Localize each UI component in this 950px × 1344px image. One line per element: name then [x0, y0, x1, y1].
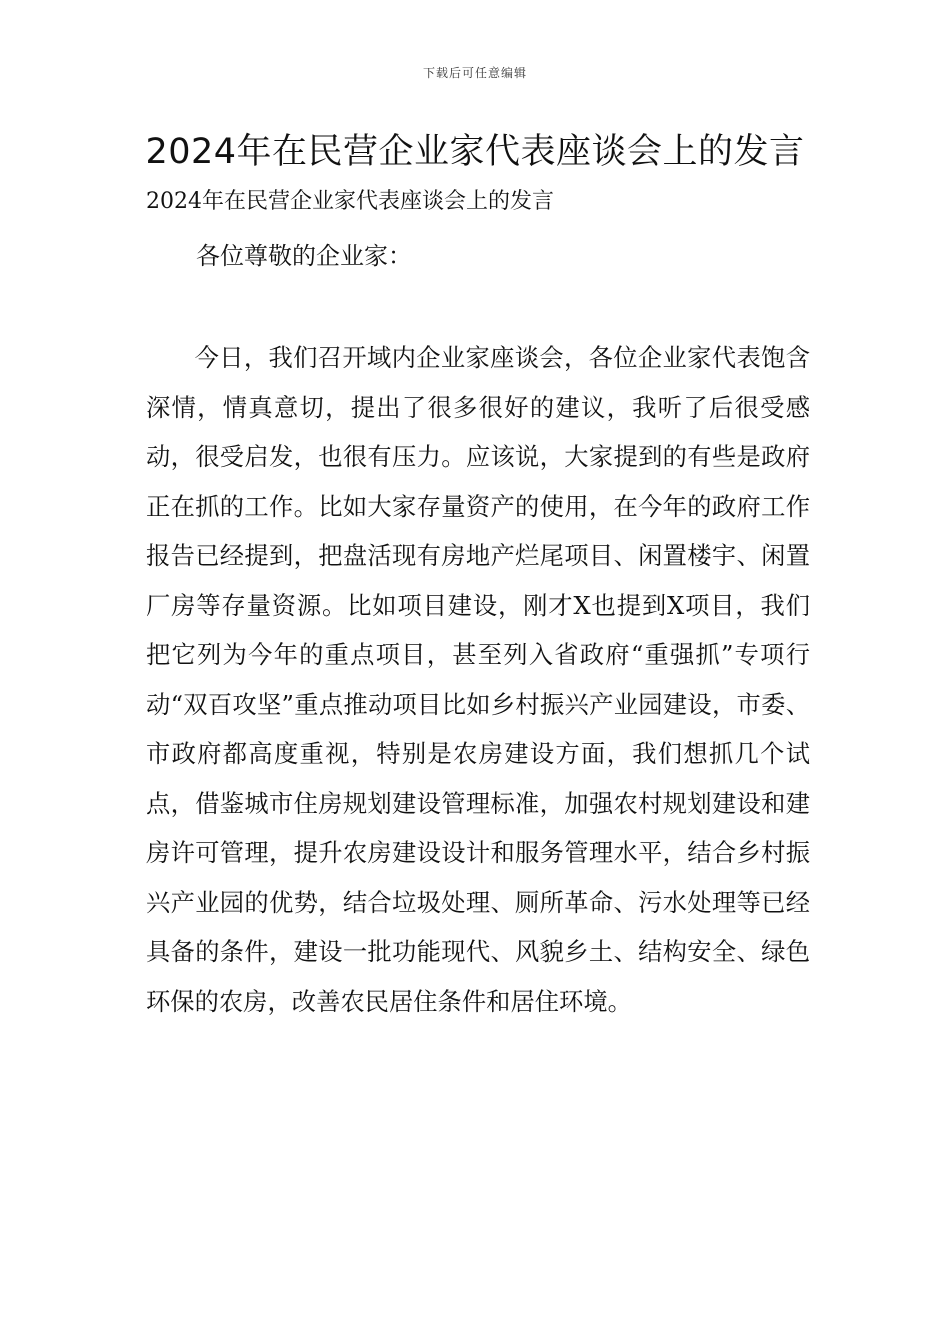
document-title: 2024年在民营企业家代表座谈会上的发言: [145, 132, 805, 172]
body-paragraph: 今日，我们召开域内企业家座谈会，各位企业家代表饱含深情，情真意切，提出了很多很好的建议，我听了后很受感动，很受启发，也很有压力。应该说，大家提到的有些是政府正在抓的工作。比如大家存量资产的使用，在今年的政府工作报告已经提到，把盘活现有房地产烂尾项目、闲置楼宇、闲置厂房等存量资源。比如项目建设，刚才X也提到X项目，我们把它列为今年的重点项目，甚至列入省政府“重强抓”专项行动“双百攻坚”重点推动项目比如乡村振兴产业园建设，市委、市政府都高度重视，特别是农房建设方面，我们想抓几个试点，借鉴城市住房规划建设管理标准，加强农村规划建设和建房许可管理，提升农房建设设计和服务管理水平，结合乡村振兴产业园的优势，结合垃圾处理、厕所革命、污水处理等已经具备的条件，建设一批功能现代、风貌乡土、结构安全、绿色环保的农房，改善农民居住条件和居住环境。: [146, 343, 810, 1016]
document-subtitle: 2024年在民营企业家代表座谈会上的发言: [146, 189, 554, 214]
salutation: 各位尊敬的企业家：: [196, 242, 412, 270]
header-note: 下载后可任意编辑: [422, 66, 527, 80]
